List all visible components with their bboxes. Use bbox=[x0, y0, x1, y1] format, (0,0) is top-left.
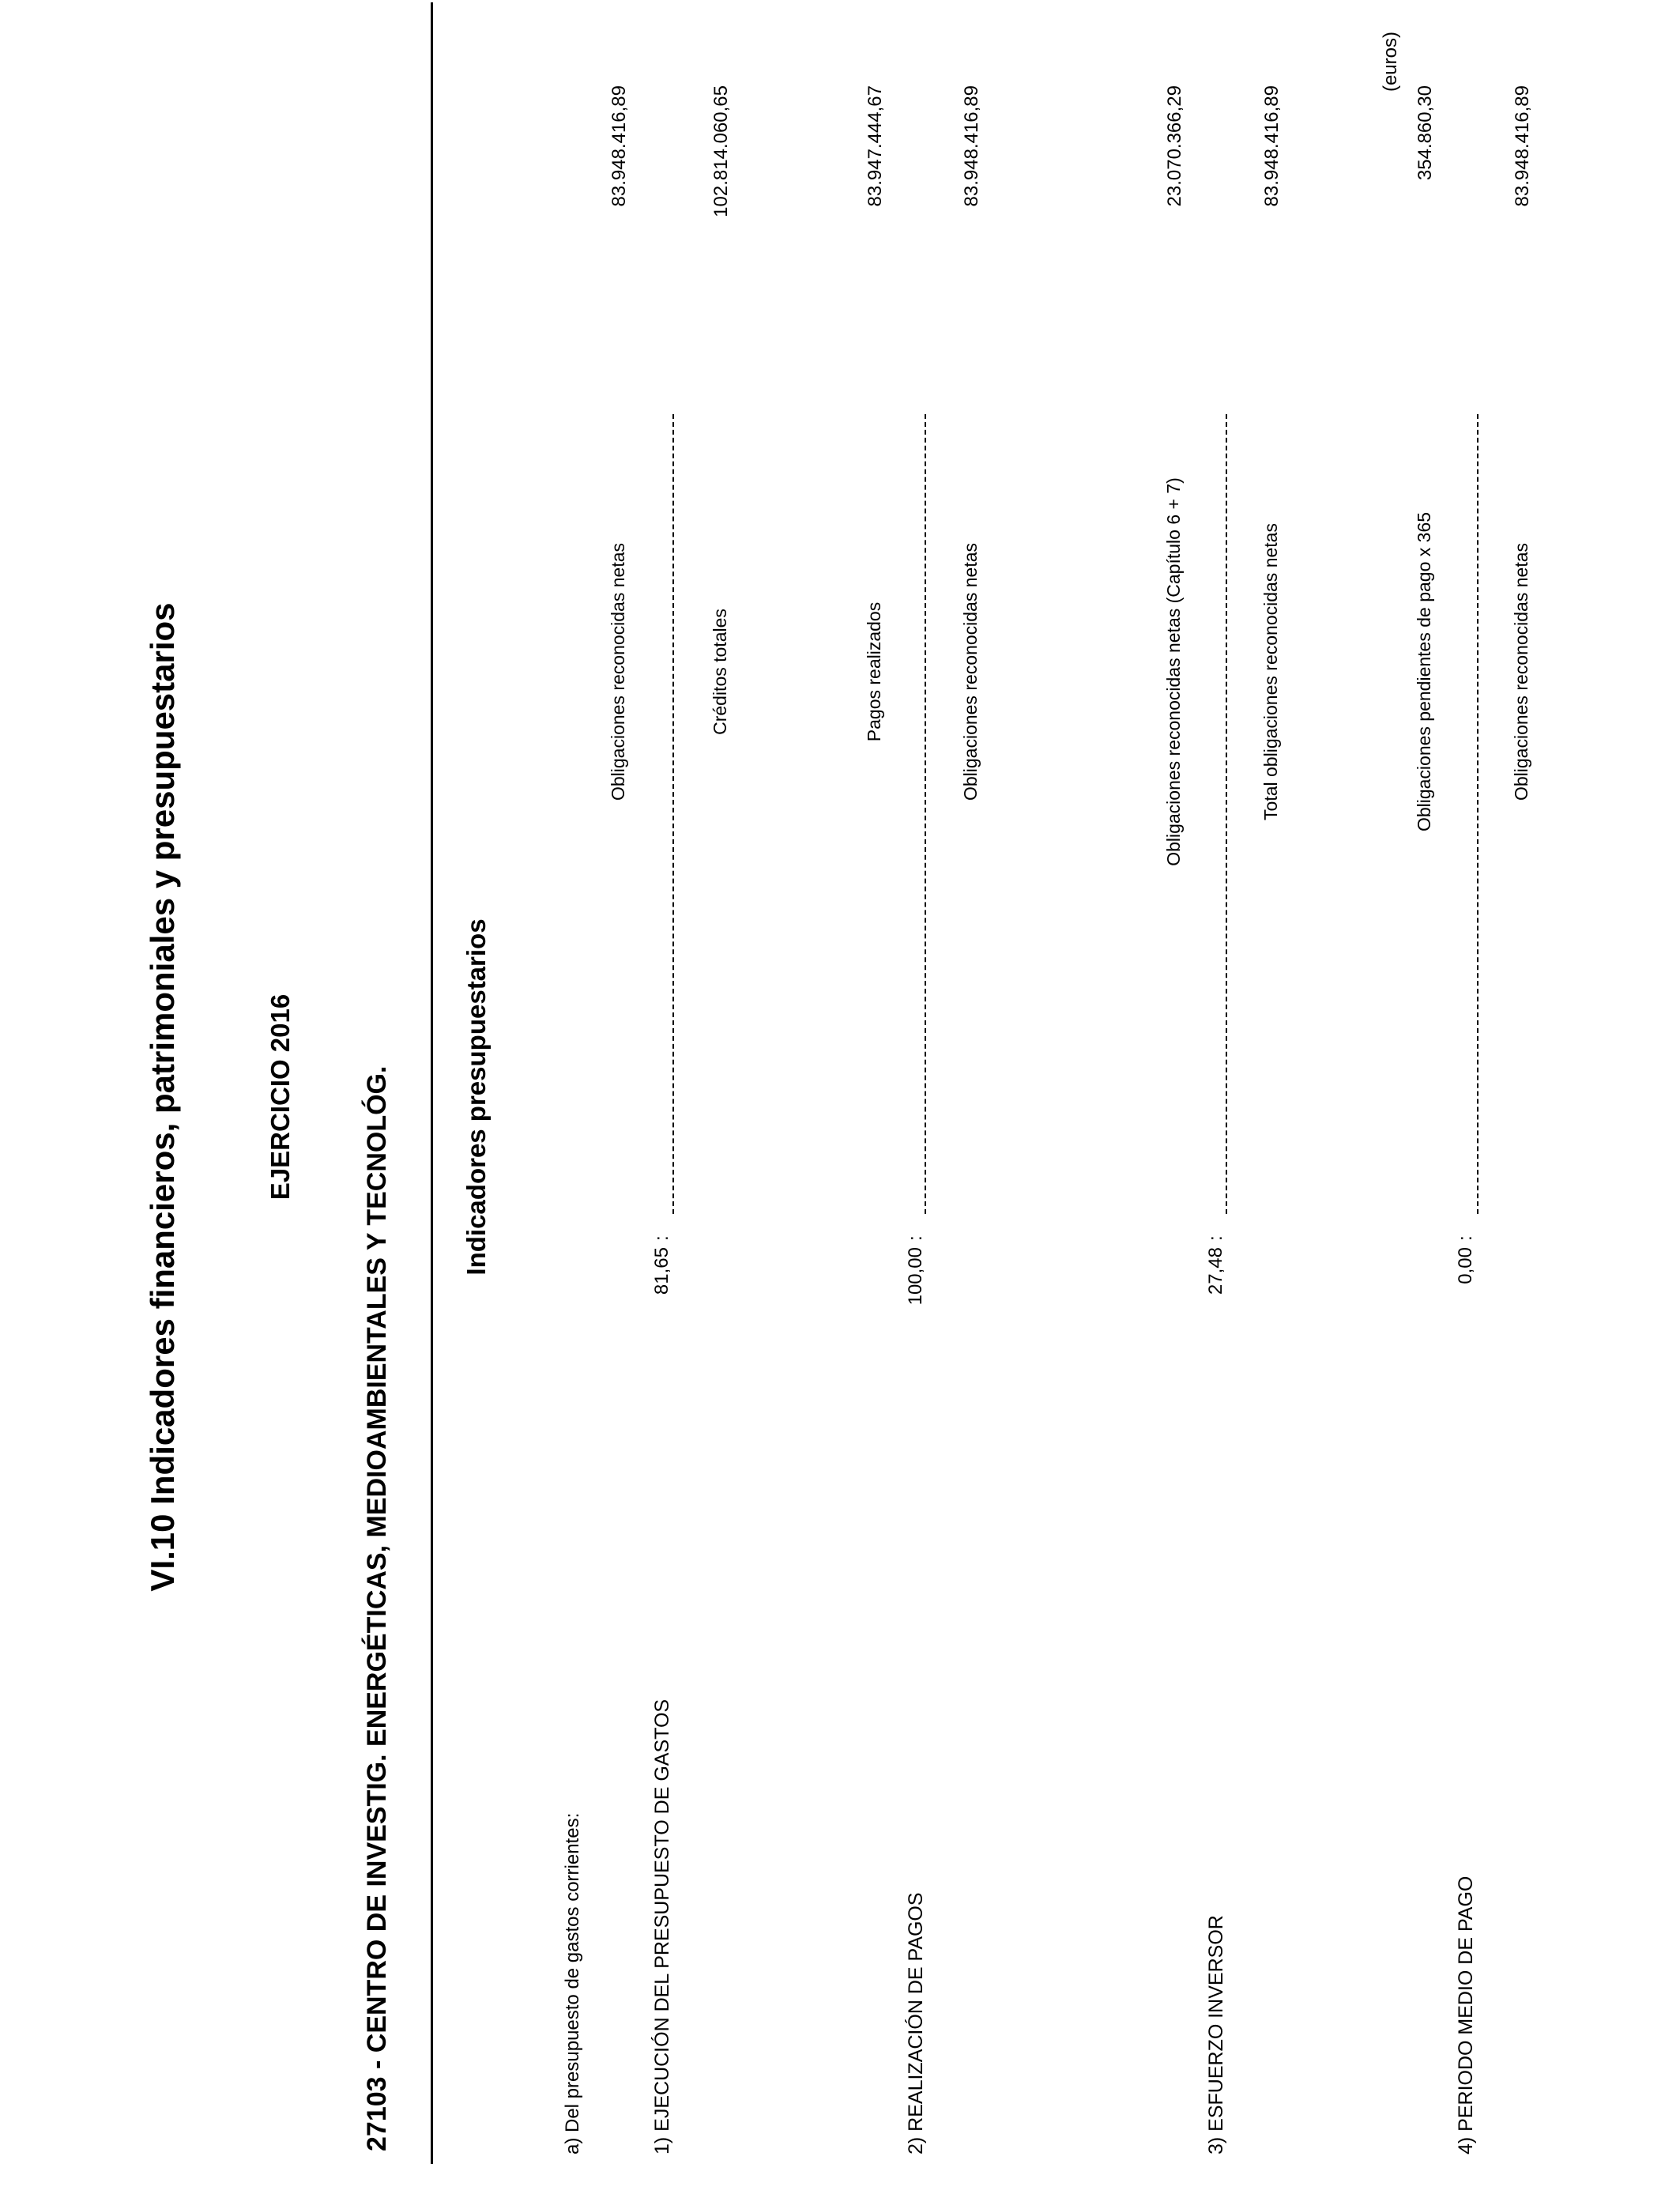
indicator-label: 1) EJECUCIÓN DEL PRESUPUESTO DE GASTOS bbox=[651, 1698, 673, 2154]
report-title: VI.10 Indicadores financieros, patrimoniales y presupuestarios bbox=[144, 602, 181, 1592]
indicator-colon: : bbox=[1455, 1235, 1476, 1241]
indicator-colon: : bbox=[651, 1235, 672, 1241]
denominator-amount: 83.948.416,89 bbox=[1261, 85, 1283, 207]
numerator-amount: 83.948.416,89 bbox=[608, 85, 630, 207]
denominator-label: Obligaciones reconocidas netas bbox=[1511, 542, 1531, 801]
indicator-value: 81,65 bbox=[651, 1247, 672, 1295]
fraction-line bbox=[1477, 414, 1478, 1214]
indicator-value: 27,48 bbox=[1205, 1247, 1226, 1295]
subsection-label: a) Del presupuesto de gastos corrientes: bbox=[562, 1812, 583, 2154]
indicator-value: 100,00 bbox=[905, 1247, 926, 1306]
denominator-amount: 83.948.416,89 bbox=[1512, 85, 1533, 207]
denominator-amount: 83.948.416,89 bbox=[961, 85, 982, 207]
indicator-label: 4) PERIODO MEDIO DE PAGO bbox=[1455, 1875, 1477, 2154]
denominator-label: Créditos totales bbox=[710, 609, 730, 735]
numerator-amount: 83.947.444,67 bbox=[864, 85, 886, 207]
fraction-line bbox=[1226, 414, 1227, 1214]
entity-name: 27103 - CENTRO DE INVESTIG. ENERGÉTICAS, MEDIOAMBIENTALES Y TECNOLÓG. bbox=[362, 1065, 392, 2151]
denominator-label: Total obligaciones reconocidas netas bbox=[1260, 523, 1281, 820]
indicator-colon: : bbox=[1205, 1235, 1226, 1241]
fiscal-year-label: EJERCICIO 2016 bbox=[266, 993, 295, 1201]
fraction-line bbox=[925, 414, 926, 1214]
numerator-amount: 23.070.366,29 bbox=[1164, 85, 1185, 207]
numerator-label: Pagos realizados bbox=[864, 601, 884, 742]
numerator-label: Obligaciones reconocidas netas bbox=[608, 542, 628, 801]
numerator-label: Obligaciones reconocidas netas (Capítulo 6 + 7) bbox=[1163, 477, 1184, 866]
indicator-label: 2) REALIZACIÓN DE PAGOS bbox=[905, 1892, 927, 2154]
currency-note: (euros) bbox=[1380, 32, 1401, 92]
indicator-label: 3) ESFUERZO INVERSOR bbox=[1205, 1915, 1227, 2154]
numerator-amount: 354.860,30 bbox=[1414, 85, 1436, 181]
indicator-colon: : bbox=[905, 1235, 926, 1241]
numerator-label: Obligaciones pendientes de pago x 365 bbox=[1414, 511, 1434, 832]
section-title: Indicadores presupuestarios bbox=[461, 918, 491, 1276]
denominator-amount: 102.814.060,65 bbox=[710, 85, 732, 217]
header-divider bbox=[431, 2, 433, 2164]
fraction-line bbox=[672, 414, 674, 1214]
indicator-value: 0,00 bbox=[1455, 1247, 1476, 1284]
denominator-label: Obligaciones reconocidas netas bbox=[960, 542, 981, 801]
